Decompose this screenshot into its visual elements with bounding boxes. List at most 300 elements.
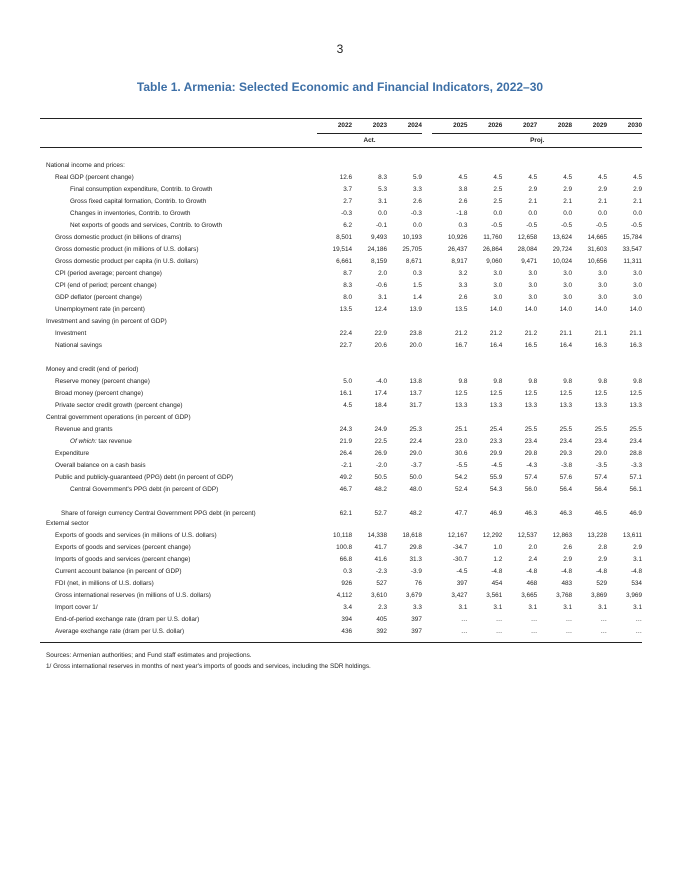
- value-cell: -3.3: [630, 462, 642, 469]
- value-cell: 12,658: [517, 234, 538, 241]
- table-row: [40, 626, 642, 643]
- spacer-cell: [40, 148, 317, 161]
- gap-cell: [422, 460, 433, 472]
- table-row: [40, 566, 642, 578]
- value-cell: 57.1: [629, 474, 642, 481]
- value-cell: -4.5: [491, 462, 503, 469]
- gap-cell: [422, 472, 433, 484]
- value-cell: -2.0: [375, 462, 387, 469]
- row-label: CPI (period average; percent change): [55, 270, 162, 277]
- value-cell: …: [635, 616, 642, 623]
- row-label-text: Share of foreign currency Central Government PPG debt (in percent): [61, 510, 256, 517]
- value-cell: 23.3: [489, 438, 503, 445]
- gap-cell: [422, 496, 433, 518]
- value-cell: 46.7: [339, 486, 353, 493]
- value-cell: 6,661: [336, 258, 353, 265]
- year-header: 2025: [432, 119, 467, 134]
- value-cell: 66.8: [339, 556, 353, 563]
- value-cell: 3,610: [371, 592, 387, 599]
- row-label: National savings: [55, 342, 102, 349]
- value-cell: 21.2: [454, 330, 468, 337]
- value-cell: 3.1: [378, 198, 387, 205]
- row-label-italic: Of which:: [70, 438, 97, 445]
- value-cell: 24,186: [367, 246, 387, 253]
- value-cell: 50.5: [374, 474, 387, 481]
- gap-cell: [422, 602, 433, 614]
- value-cell: 3.0: [563, 294, 573, 301]
- value-cell: 2.5: [493, 186, 503, 193]
- row-label: Broad money (percent change): [55, 390, 144, 397]
- value-cell: 22.9: [374, 330, 387, 337]
- gap-cell: [422, 220, 433, 232]
- table-body: [40, 148, 642, 643]
- table-row: [40, 614, 642, 626]
- value-cell: …: [537, 626, 572, 643]
- value-cell: 2.3: [378, 604, 387, 611]
- gap-cell: [422, 566, 433, 578]
- value-cell: -4.0: [375, 378, 387, 385]
- value-cell: 0.3: [458, 222, 468, 229]
- value-cell: 13.7: [409, 390, 422, 397]
- table-row: [40, 280, 642, 292]
- value-cell: 1.4: [413, 294, 422, 301]
- value-cell: 397: [456, 580, 468, 587]
- table-row: [40, 436, 642, 448]
- value-cell: …: [607, 626, 642, 643]
- row-label: CPI (end of period; percent change): [55, 282, 157, 289]
- value-cell: -0.5: [596, 222, 608, 229]
- value-cell: 13.9: [409, 306, 422, 313]
- value-cell: 26,437: [447, 246, 468, 253]
- value-cell: 9.8: [528, 378, 538, 385]
- value-cell: 28.8: [629, 450, 642, 457]
- value-cell: 4.5: [458, 174, 468, 181]
- gap-cell: [422, 208, 433, 220]
- value-cell: 3.0: [598, 294, 608, 301]
- value-cell: 29.9: [489, 450, 503, 457]
- gap-cell: [422, 172, 433, 184]
- gap-cell: [422, 400, 433, 412]
- value-cell: 10,926: [447, 234, 468, 241]
- value-cell: 3.8: [458, 186, 468, 193]
- gap-cell: [422, 292, 433, 304]
- value-cell: 21.2: [489, 330, 503, 337]
- value-cell: 2.9: [563, 186, 573, 193]
- value-cell: 2.9: [598, 186, 608, 193]
- value-cell: 13,228: [587, 532, 608, 539]
- value-cell: 28,084: [517, 246, 538, 253]
- row-label: Average exchange rate (dram per U.S. dollar): [40, 626, 317, 643]
- value-cell: 2.9: [598, 556, 608, 563]
- table-row: [40, 256, 642, 268]
- row-label: End-of-period exchange rate (dram per U.S. dollar): [55, 616, 200, 623]
- value-cell: 29.3: [559, 450, 573, 457]
- value-cell: 12.5: [629, 390, 642, 397]
- value-cell: 483: [561, 580, 573, 587]
- value-cell: 3.0: [493, 270, 503, 277]
- value-cell: -0.5: [630, 222, 642, 229]
- row-label: Gross fixed capital formation, Contrib. to Growth: [70, 198, 207, 205]
- value-cell: 23.4: [559, 438, 573, 445]
- value-cell: 8.3: [343, 282, 353, 289]
- value-cell: 31.7: [409, 402, 422, 409]
- value-cell: 2.9: [528, 186, 538, 193]
- gap-cell: [422, 184, 433, 196]
- value-cell: 3.3: [413, 186, 422, 193]
- row-label: Reserve money (percent change): [55, 378, 150, 385]
- value-cell: 29,724: [552, 246, 573, 253]
- section-heading-row: [40, 160, 642, 172]
- table-row: [40, 244, 642, 256]
- value-cell: 56.4: [594, 486, 608, 493]
- value-cell: 20.6: [374, 342, 387, 349]
- value-cell: 0.0: [528, 210, 538, 217]
- gap-cell: [422, 268, 433, 280]
- value-cell: 13.5: [339, 306, 353, 313]
- year-header: 2029: [572, 119, 607, 134]
- row-label: FDI (net, in millions of U.S. dollars): [55, 580, 154, 587]
- year-header: 2022: [317, 119, 352, 134]
- gap-cell: [422, 196, 433, 208]
- gap-cell: [422, 590, 433, 602]
- gap-cell: [422, 448, 433, 460]
- value-cell: 405: [376, 616, 387, 623]
- value-cell: 3.0: [528, 282, 538, 289]
- row-label: Revenue and grants: [55, 426, 113, 433]
- row-label: Overall balance on a cash basis: [55, 462, 146, 469]
- row-label: Net exports of goods and services, Contrib. to Growth: [70, 222, 223, 229]
- value-cell: 394: [341, 616, 353, 623]
- value-cell: 4.5: [343, 402, 353, 409]
- value-cell: 31,603: [587, 246, 608, 253]
- footnote-1: 1/ Gross international reserves in months of next year's imports of goods and services, including the SDR holdings.: [46, 663, 371, 670]
- row-label: Imports of goods and services (percent change): [55, 556, 191, 563]
- gap-cell: [422, 280, 433, 292]
- value-cell: 13.3: [594, 402, 608, 409]
- gap-cell: [422, 530, 433, 542]
- value-cell: 8.7: [343, 270, 353, 277]
- row-label: Central Government's PPG debt (in percent of GDP): [70, 486, 219, 493]
- gap-cell: [422, 256, 433, 268]
- value-cell: 21.1: [594, 330, 608, 337]
- value-cell: 8,159: [371, 258, 387, 265]
- section-heading-row: [40, 412, 642, 424]
- value-cell: 0.0: [563, 210, 573, 217]
- value-cell: 23.4: [629, 438, 642, 445]
- value-cell: 3.0: [493, 294, 503, 301]
- value-cell: 5.0: [343, 378, 353, 385]
- value-cell: 12.5: [594, 390, 608, 397]
- value-cell: 22.5: [374, 438, 387, 445]
- value-cell: 3.0: [563, 282, 573, 289]
- value-cell: …: [432, 626, 467, 643]
- value-cell: 3.0: [528, 294, 538, 301]
- value-cell: 46.5: [594, 510, 608, 517]
- value-cell: 12.4: [374, 306, 387, 313]
- value-cell: 8,917: [451, 258, 468, 265]
- value-cell: 3.3: [458, 282, 468, 289]
- value-cell: 397: [411, 616, 422, 623]
- value-cell: -3.7: [410, 462, 422, 469]
- year-header: 2026: [467, 119, 502, 134]
- value-cell: 14,665: [587, 234, 608, 241]
- value-cell: 29.0: [594, 450, 608, 457]
- projected-label: Proj.: [432, 134, 642, 148]
- value-cell: 62.1: [339, 510, 353, 517]
- value-cell: …: [565, 616, 573, 623]
- table-row: [40, 448, 642, 460]
- gap-cell: [422, 340, 433, 352]
- value-cell: 2.0: [528, 544, 538, 551]
- value-cell: 13.5: [454, 306, 468, 313]
- row-label: Expenditure: [55, 450, 90, 457]
- value-cell: 16.4: [559, 342, 573, 349]
- value-cell: 55.9: [489, 474, 503, 481]
- value-cell: -0.5: [491, 222, 503, 229]
- value-cell: 0.0: [413, 222, 422, 229]
- table-row: [40, 496, 642, 518]
- value-cell: 12,167: [447, 532, 468, 539]
- value-cell: 26.9: [374, 450, 387, 457]
- value-cell: 56.1: [629, 486, 642, 493]
- value-cell: -0.5: [526, 222, 538, 229]
- value-cell: 46.9: [629, 510, 642, 517]
- section-heading-row: [40, 316, 642, 328]
- value-cell: -0.5: [561, 222, 573, 229]
- value-cell: -30.7: [452, 556, 468, 563]
- value-cell: 2.6: [563, 544, 573, 551]
- value-cell: -2.1: [341, 462, 353, 469]
- table-row: [40, 400, 642, 412]
- value-cell: 9.8: [598, 378, 608, 385]
- value-cell: 8.3: [378, 174, 387, 181]
- value-cell: 2.9: [633, 544, 642, 551]
- row-label: Gross domestic product (in billions of drams): [55, 234, 182, 241]
- value-cell: 3,969: [626, 592, 642, 599]
- value-cell: 0.3: [343, 568, 353, 575]
- gap-cell: [422, 376, 433, 388]
- table-row: [40, 292, 642, 304]
- value-cell: 25.4: [489, 426, 503, 433]
- gap-cell: [422, 436, 433, 448]
- value-cell: 534: [631, 580, 642, 587]
- value-cell: 13,624: [552, 234, 573, 241]
- value-cell: -2.3: [375, 568, 387, 575]
- value-cell: 11,760: [483, 234, 503, 241]
- row-label: Final consumption expenditure, Contrib. to Growth: [70, 186, 213, 193]
- value-cell: 3.7: [343, 186, 353, 193]
- row-label: Public and publicly-guaranteed (PPG) debt (in percent of GDP): [55, 474, 233, 481]
- value-cell: 3,869: [591, 592, 608, 599]
- indicators-table: [40, 118, 642, 643]
- value-cell: 8,671: [405, 258, 422, 265]
- row-label: [40, 436, 317, 448]
- gap-cell: [422, 554, 433, 566]
- table-row: [40, 484, 642, 496]
- value-cell: -4.8: [596, 568, 608, 575]
- value-cell: 33,547: [622, 246, 642, 253]
- value-cell: 13.8: [409, 378, 422, 385]
- value-cell: -5.5: [456, 462, 468, 469]
- row-label: Gross domestic product (in millions of U.S. dollars): [55, 246, 199, 253]
- row-label-text: tax revenue: [96, 438, 132, 445]
- value-cell: 25.3: [409, 426, 422, 433]
- value-cell: 52.7: [374, 510, 387, 517]
- value-cell: -1.8: [456, 210, 468, 217]
- value-cell: 57.4: [524, 474, 538, 481]
- value-cell: 16.3: [629, 342, 642, 349]
- value-cell: 11,311: [623, 258, 642, 265]
- value-cell: 14.0: [489, 306, 503, 313]
- value-cell: 10,656: [587, 258, 608, 265]
- value-cell: 392: [352, 626, 387, 643]
- value-cell: 13.3: [454, 402, 468, 409]
- value-cell: 18.4: [374, 402, 387, 409]
- value-cell: 47.7: [454, 510, 468, 517]
- value-cell: 26,864: [482, 246, 503, 253]
- section-heading-row: [40, 364, 642, 376]
- value-cell: 3.0: [598, 270, 608, 277]
- value-cell: 12.5: [454, 390, 468, 397]
- value-cell: 10,193: [402, 234, 422, 241]
- value-cell: 3.0: [633, 282, 642, 289]
- value-cell: 2.0: [378, 270, 387, 277]
- value-cell: 9.8: [563, 378, 573, 385]
- value-cell: 50.0: [409, 474, 422, 481]
- table-row: [40, 542, 642, 554]
- value-cell: 4.5: [493, 174, 503, 181]
- value-cell: 14.0: [524, 306, 538, 313]
- value-cell: -0.3: [410, 210, 422, 217]
- value-cell: 25.1: [454, 426, 468, 433]
- gap-cell: [422, 232, 433, 244]
- value-cell: 24.3: [339, 426, 353, 433]
- row-label: Changes in inventories, Contrib. to Growth: [70, 210, 191, 217]
- value-cell: 0.0: [378, 210, 387, 217]
- table-row: [40, 424, 642, 436]
- value-cell: 16.3: [594, 342, 608, 349]
- section-heading: Investment and saving (in percent of GDP): [46, 318, 167, 325]
- spacer-row: [40, 148, 642, 161]
- table-row: [40, 328, 642, 340]
- value-cell: 3,427: [451, 592, 468, 599]
- table-row: [40, 232, 642, 244]
- value-cell: 46.3: [524, 510, 538, 517]
- value-cell: 5.3: [378, 186, 387, 193]
- value-cell: …: [572, 626, 607, 643]
- value-cell: 29.0: [409, 450, 422, 457]
- value-cell: 1.2: [493, 556, 503, 563]
- value-cell: 46.3: [559, 510, 573, 517]
- value-cell: 0.3: [413, 270, 422, 277]
- value-cell: …: [467, 626, 502, 643]
- value-cell: 4,112: [336, 592, 353, 599]
- value-cell: 49.2: [339, 474, 353, 481]
- value-cell: 12.5: [559, 390, 573, 397]
- value-cell: 926: [341, 580, 353, 587]
- table-row: [40, 472, 642, 484]
- table-row: [40, 602, 642, 614]
- value-cell: 22.4: [339, 330, 353, 337]
- value-cell: 23.0: [454, 438, 468, 445]
- value-cell: 25,705: [402, 246, 422, 253]
- value-cell: 10,118: [333, 532, 353, 539]
- value-cell: 13.3: [629, 402, 642, 409]
- row-label: GDP deflator (percent change): [55, 294, 142, 301]
- value-cell: 3.1: [633, 604, 642, 611]
- value-cell: 16.4: [489, 342, 503, 349]
- value-cell: 12.5: [524, 390, 538, 397]
- value-cell: 16.7: [454, 342, 468, 349]
- value-cell: 2.1: [598, 198, 608, 205]
- value-cell: 2.9: [563, 556, 573, 563]
- section-heading: External sector: [46, 520, 89, 527]
- value-cell: 436: [317, 626, 352, 643]
- value-cell: 4.5: [563, 174, 573, 181]
- table-notes: [46, 650, 371, 672]
- table-row: [40, 340, 642, 352]
- value-cell: 12,537: [517, 532, 538, 539]
- gap-cell: [422, 328, 433, 340]
- section-heading: Central government operations (in percent of GDP): [46, 414, 191, 421]
- value-cell: 0.0: [493, 210, 503, 217]
- value-cell: 3.1: [458, 604, 468, 611]
- value-cell: 18,618: [402, 532, 422, 539]
- value-cell: 30.6: [454, 450, 468, 457]
- value-cell: 26.4: [339, 450, 353, 457]
- value-cell: 3.1: [528, 604, 538, 611]
- table-row: [40, 590, 642, 602]
- row-label: Import cover 1/: [55, 604, 98, 611]
- table-row: [40, 268, 642, 280]
- section-heading: Money and credit (end of period): [46, 366, 139, 373]
- value-cell: 21.1: [629, 330, 642, 337]
- value-cell: 2.7: [343, 198, 353, 205]
- value-cell: 14,338: [367, 532, 387, 539]
- value-cell: 3.4: [343, 604, 353, 611]
- value-cell: 16.1: [339, 390, 353, 397]
- gap-cell: [422, 484, 433, 496]
- value-cell: -0.3: [341, 210, 353, 217]
- value-cell: 3.1: [493, 604, 503, 611]
- value-cell: 10,024: [552, 258, 573, 265]
- value-cell: 12.6: [339, 174, 353, 181]
- value-cell: 2.4: [528, 556, 538, 563]
- value-cell: 20.0: [409, 342, 422, 349]
- row-label: Exports of goods and services (in millions of U.S. dollars): [55, 532, 217, 539]
- value-cell: 29.8: [409, 544, 422, 551]
- value-cell: 15,784: [622, 234, 642, 241]
- row-label: Unemployment rate (in percent): [55, 306, 145, 313]
- value-cell: 3.1: [378, 294, 387, 301]
- row-label: [40, 496, 317, 518]
- row-label: Gross domestic product per capita (in U.S. dollars): [55, 258, 199, 265]
- gap-cell: [422, 578, 433, 590]
- value-cell: 25.5: [629, 426, 642, 433]
- value-cell: 25.5: [559, 426, 573, 433]
- value-cell: 1.0: [493, 544, 503, 551]
- value-cell: 13.3: [559, 402, 573, 409]
- value-cell: -3.8: [561, 462, 573, 469]
- row-label: Real GDP (percent change): [55, 174, 134, 181]
- value-cell: -3.9: [410, 568, 422, 575]
- value-cell: 56.4: [559, 486, 573, 493]
- value-cell: 3.2: [458, 270, 468, 277]
- value-cell: …: [502, 626, 537, 643]
- gap-cell: [422, 304, 433, 316]
- table-row: [40, 220, 642, 232]
- value-cell: 3.0: [563, 270, 573, 277]
